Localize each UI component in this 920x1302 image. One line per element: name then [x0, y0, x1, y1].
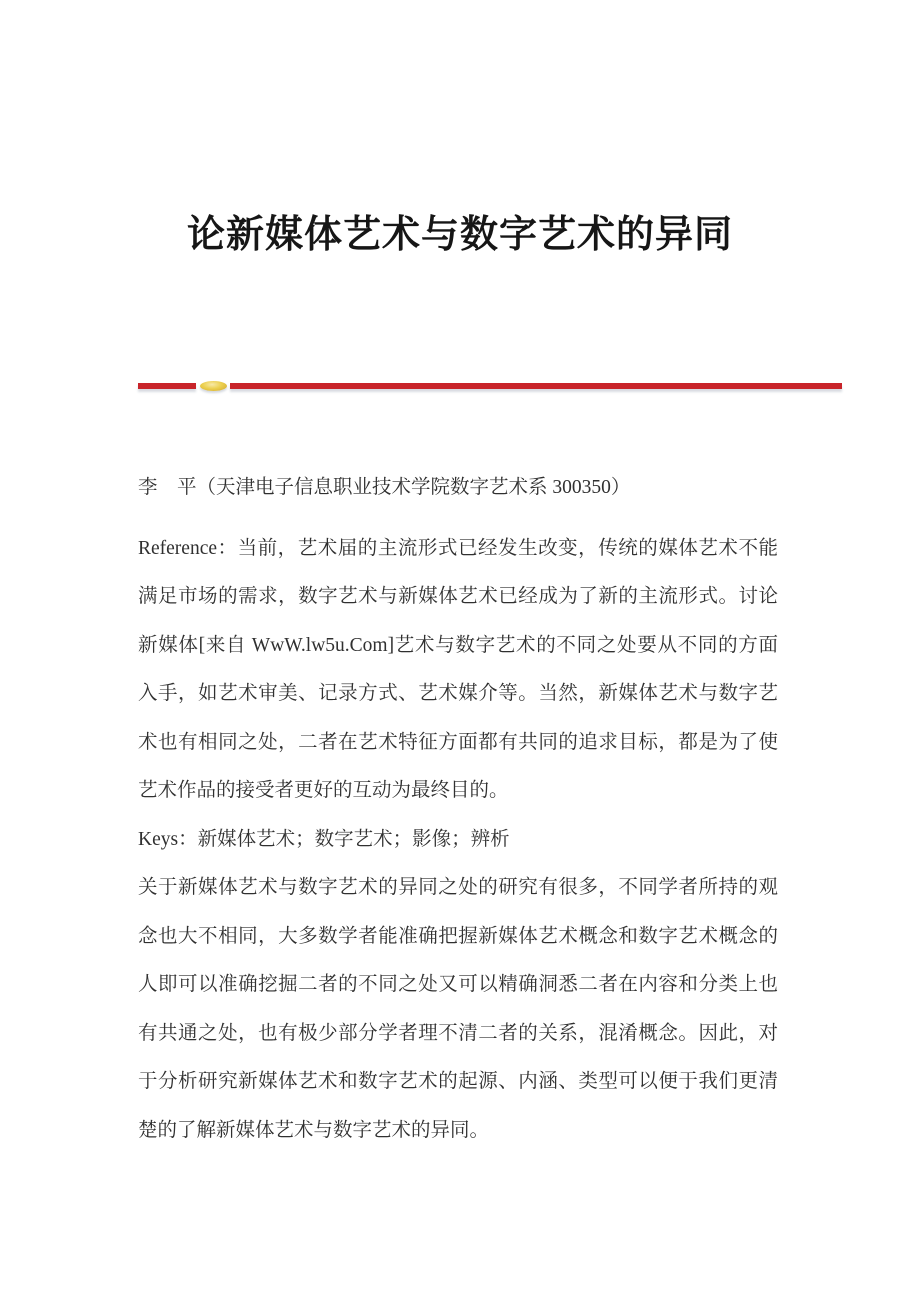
abstract-paragraph: Reference：当前，艺术届的主流形式已经发生改变，传统的媒体艺术不能满足市场的需求，数字艺术与新媒体艺术已经成为了新的主流形式。讨论新媒体[来自 WwW.lw5u.Com]艺术与数字艺术的不同之处要从不同的方面入手，如艺术审美、记录方式、艺术媒介等。当然，新媒体艺术与数字艺术也有相同之处，二者在艺术特征方面都有共同的追求目标，都是为了使艺术作品的接受者更好的互动为最终目的。: [138, 537, 778, 801]
author-line: 李 平（天津电子信息职业技术学院数字艺术系 300350）: [138, 477, 631, 498]
body-paragraph: 关于新媒体艺术与数字艺术的异同之处的研究有很多，不同学者所持的观念也大不相同，大多数学者能准确把握新媒体艺术概念和数字艺术概念的人即可以准确挖掘二者的不同之处又可以精确洞悉二者在内容和分类上也有共通之处，也有极少部分学者理不清二者的关系，混淆概念。因此，对于分析研究新媒体艺术和数字艺术的起源、内涵、类型可以便于我们更清楚的了解新媒体艺术与数字艺术的异同。: [138, 877, 778, 1141]
keywords-line: Keys：新媒体艺术；数字艺术；影像；辨析: [138, 828, 510, 850]
gold-ellipse-icon: [200, 381, 227, 391]
page-title: 论新媒体艺术与数字艺术的异同: [186, 214, 733, 256]
divider-bar-left: [138, 383, 196, 389]
divider-bar-right: [230, 383, 842, 389]
title-divider: [138, 381, 842, 391]
